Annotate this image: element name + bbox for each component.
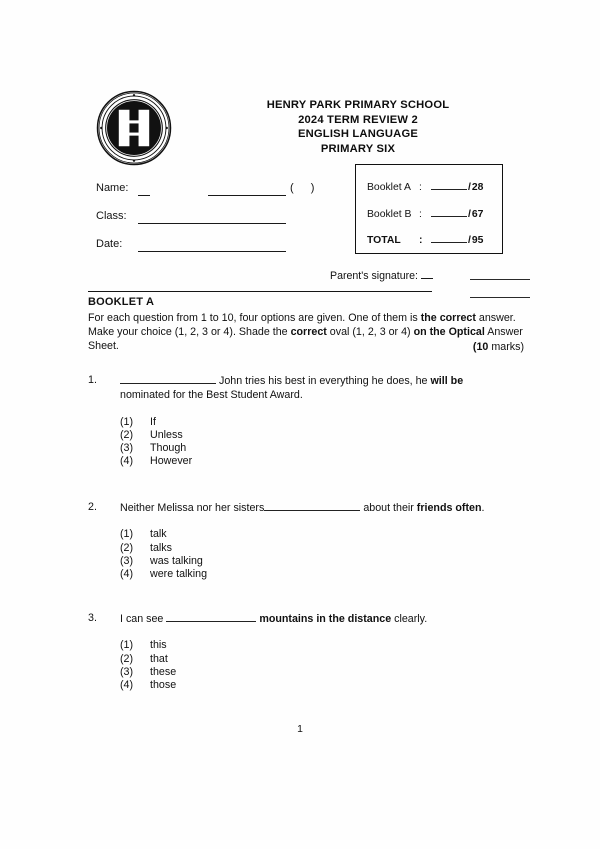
booklet-a-heading: BOOKLET A	[88, 296, 155, 308]
question-1-option-2-text: Unless	[150, 429, 183, 442]
question-2-option-3-marker: (3)	[120, 554, 134, 567]
question-2-number: 2.	[88, 501, 97, 513]
question-1-option-1[interactable]	[120, 416, 524, 429]
total-label: TOTAL	[367, 235, 401, 246]
question-1-option-4[interactable]	[120, 455, 524, 468]
score-row-total	[367, 233, 499, 246]
school-name: HENRY PARK PRIMARY SCHOOL	[266, 99, 450, 111]
booklet-b-denominator: 67	[471, 209, 484, 220]
booklet-a-instructions	[88, 311, 524, 354]
question-1-option-1-text: If	[150, 415, 156, 428]
question-1-option-4-marker: (4)	[120, 455, 134, 468]
question-2-text-a: about their	[360, 502, 417, 514]
question-1-option-2[interactable]	[120, 429, 524, 442]
question-2-option-1[interactable]	[120, 528, 524, 541]
question-1-options	[120, 416, 524, 469]
class-write-line[interactable]	[138, 223, 286, 224]
total-score-blank[interactable]	[431, 233, 467, 243]
question-3-option-2-text: that	[150, 652, 168, 665]
question-1	[88, 374, 524, 469]
question-3-number: 3.	[88, 612, 97, 624]
question-3	[88, 612, 524, 692]
instruction-text-2d: on the Optical	[413, 326, 485, 339]
question-3-option-3-marker: (3)	[120, 665, 134, 678]
question-1-text-bold: will be	[430, 375, 464, 387]
parent-signature-label: Parent's signature:	[330, 270, 418, 282]
parent-signature-field	[330, 269, 433, 282]
date-field-row	[96, 238, 346, 266]
name-write-line-short[interactable]	[138, 195, 150, 196]
question-1-option-1-marker: (1)	[120, 415, 134, 428]
page-number: 1	[297, 724, 303, 735]
question-2-text-b: .	[481, 502, 485, 514]
instruction-text-2c: oval (1, 2, 3 or 4)	[326, 326, 414, 339]
question-3-option-1-text: this	[150, 639, 167, 652]
booklet-b-label: Booklet B	[367, 209, 412, 220]
index-number-brackets[interactable]: ( )	[290, 182, 322, 194]
date-write-line[interactable]	[138, 251, 286, 252]
question-2-option-3[interactable]	[120, 555, 524, 568]
question-1-option-2-marker: (2)	[120, 429, 134, 442]
question-2-option-4[interactable]	[120, 568, 524, 581]
exam-name: 2024 TERM REVIEW 2	[298, 113, 418, 126]
question-1-answer-blank[interactable]	[120, 374, 216, 384]
section-divider	[88, 291, 432, 292]
question-1-text-line2: nominated for the Best Student Award.	[120, 389, 303, 402]
question-3-text-b: clearly.	[391, 613, 428, 625]
marks-value: 10	[476, 340, 489, 353]
name-label: Name:	[96, 182, 129, 194]
scan-edge-line-bottom	[470, 297, 530, 298]
name-write-line-long[interactable]	[208, 195, 286, 196]
question-3-option-4[interactable]	[120, 679, 524, 692]
score-row-booklet-b	[367, 207, 499, 220]
booklet-b-colon: :	[419, 209, 422, 220]
question-1-option-3-marker: (3)	[120, 442, 134, 455]
question-2-option-2-text: talks	[150, 541, 172, 554]
student-particulars	[96, 182, 346, 266]
instruction-text-1c: answer.	[475, 312, 516, 324]
question-1-stem	[120, 374, 524, 403]
instruction-text-3: Sheet.	[88, 340, 119, 353]
level-name: PRIMARY SIX	[320, 142, 396, 155]
question-3-option-1-marker: (1)	[120, 639, 134, 652]
instruction-text-2b: correct	[290, 326, 327, 339]
question-1-number: 1.	[88, 374, 97, 386]
question-3-option-3[interactable]	[120, 666, 524, 679]
scan-edge-line-top	[470, 279, 530, 280]
question-2-option-4-text: were talking	[150, 568, 208, 581]
booklet-a-colon: :	[419, 182, 422, 193]
question-3-option-2-marker: (2)	[120, 652, 134, 665]
question-3-option-4-marker: (4)	[120, 679, 134, 692]
total-colon: :	[419, 235, 423, 246]
booklet-a-denominator: 28	[471, 182, 484, 193]
total-slash: /	[468, 235, 471, 246]
question-3-stem	[120, 612, 524, 626]
question-3-option-3-text: these	[150, 665, 177, 678]
name-field-row	[96, 182, 346, 210]
question-2-answer-blank[interactable]	[264, 501, 360, 511]
booklet-a-score-blank[interactable]	[431, 180, 467, 190]
instruction-text-2a: Make your choice (1, 2, 3 or 4). Shade the	[88, 326, 291, 339]
marks-allocation	[473, 340, 524, 354]
marks-summary-box	[355, 164, 503, 254]
question-2-option-1-marker: (1)	[120, 528, 134, 541]
booklet-a-label: Booklet A	[367, 182, 411, 193]
booklet-b-score-blank[interactable]	[431, 207, 467, 217]
question-2	[88, 501, 524, 581]
date-label: Date:	[96, 238, 123, 250]
total-denominator: 95	[471, 235, 484, 246]
instruction-text-1a: For each question from 1 to 10, four options are given. One of them is	[88, 312, 421, 324]
question-2-option-2-marker: (2)	[120, 541, 134, 554]
marks-text: marks)	[488, 340, 524, 353]
question-2-text-before: Neither Melissa nor her sisters	[120, 502, 265, 514]
question-2-stem	[120, 501, 524, 515]
class-field-row	[96, 210, 346, 238]
question-3-option-4-text: those	[150, 679, 177, 692]
question-3-option-2[interactable]	[120, 653, 524, 666]
question-2-option-2[interactable]	[120, 542, 524, 555]
question-3-option-1[interactable]	[120, 639, 524, 652]
booklet-a-slash: /	[468, 182, 471, 193]
question-3-text-before: I can see	[120, 613, 167, 625]
question-2-option-4-marker: (4)	[120, 568, 134, 581]
question-2-text-bold: friends often	[416, 502, 482, 514]
question-1-text-a: John tries his best in everything he does, he	[216, 375, 431, 387]
instruction-text-2e: Answer	[484, 326, 523, 339]
class-label: Class:	[96, 210, 127, 222]
question-1-option-3-text: Though	[150, 442, 187, 455]
school-title-block	[208, 98, 508, 156]
score-row-booklet-a	[367, 180, 499, 193]
question-1-option-4-text: However	[150, 455, 193, 468]
question-3-text-bold: mountains in the distance	[259, 613, 392, 625]
question-2-option-1-text: talk	[150, 528, 167, 541]
instruction-text-1b: the correct	[420, 312, 476, 324]
question-3-answer-blank[interactable]	[166, 612, 256, 622]
question-1-option-3[interactable]	[120, 442, 524, 455]
parent-signature-write-line[interactable]	[421, 269, 433, 279]
question-2-option-3-text: was talking	[150, 554, 203, 567]
question-2-options	[120, 528, 524, 581]
marks-paren: (	[472, 340, 477, 353]
booklet-b-slash: /	[468, 209, 471, 220]
school-crest-logo	[96, 90, 172, 166]
question-3-options	[120, 639, 524, 692]
subject-name: ENGLISH LANGUAGE	[297, 128, 419, 141]
